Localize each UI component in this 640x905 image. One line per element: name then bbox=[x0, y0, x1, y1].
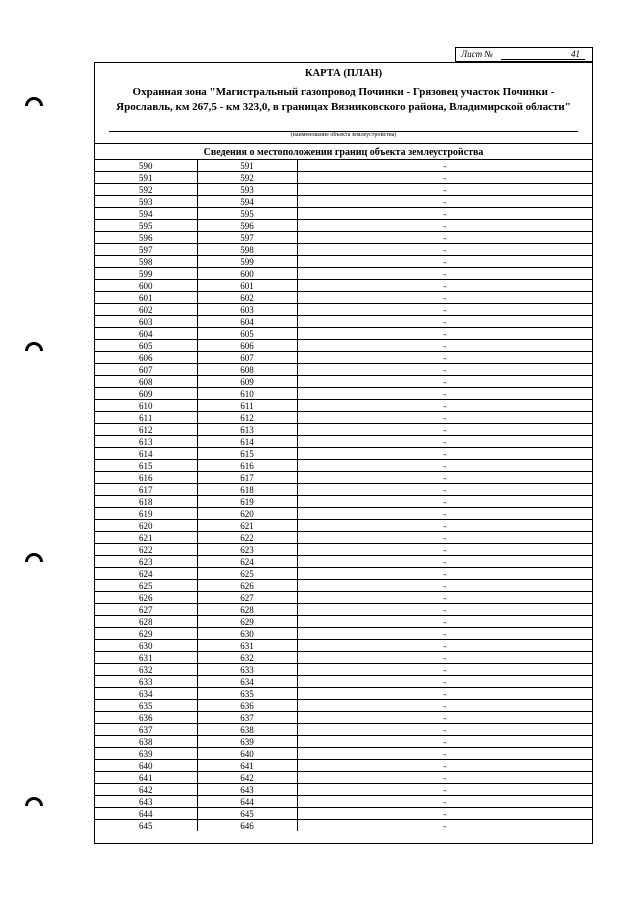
table-row bbox=[95, 268, 592, 280]
from-point-cell: 643 bbox=[95, 796, 197, 808]
table-row bbox=[95, 292, 592, 304]
description-cell: - bbox=[297, 616, 592, 628]
from-point-cell: 617 bbox=[95, 484, 197, 496]
from-point-cell: 610 bbox=[95, 400, 197, 412]
from-point-cell: 640 bbox=[95, 760, 197, 772]
description-cell: - bbox=[297, 472, 592, 484]
description-cell: - bbox=[297, 604, 592, 616]
table-row bbox=[95, 460, 592, 472]
from-point-cell: 642 bbox=[95, 784, 197, 796]
to-point-cell: 639 bbox=[197, 736, 297, 748]
to-point-cell: 645 bbox=[197, 808, 297, 820]
to-point-cell: 637 bbox=[197, 712, 297, 724]
description-cell: - bbox=[297, 208, 592, 220]
from-point-cell: 625 bbox=[95, 580, 197, 592]
table-row bbox=[95, 232, 592, 244]
from-point-cell: 631 bbox=[95, 652, 197, 664]
from-point-cell: 618 bbox=[95, 496, 197, 508]
table-row bbox=[95, 688, 592, 700]
table-row bbox=[95, 784, 592, 796]
description-cell: - bbox=[297, 652, 592, 664]
description-cell: - bbox=[297, 736, 592, 748]
to-point-cell: 625 bbox=[197, 568, 297, 580]
to-point-cell: 622 bbox=[197, 532, 297, 544]
to-point-cell: 614 bbox=[197, 436, 297, 448]
to-point-cell: 620 bbox=[197, 508, 297, 520]
description-cell: - bbox=[297, 376, 592, 388]
to-point-cell: 600 bbox=[197, 268, 297, 280]
table-row bbox=[95, 508, 592, 520]
to-point-cell: 595 bbox=[197, 208, 297, 220]
from-point-cell: 630 bbox=[95, 640, 197, 652]
from-point-cell: 593 bbox=[95, 196, 197, 208]
table-row bbox=[95, 208, 592, 220]
description-cell: - bbox=[297, 688, 592, 700]
from-point-cell: 599 bbox=[95, 268, 197, 280]
table-row bbox=[95, 196, 592, 208]
from-point-cell: 606 bbox=[95, 352, 197, 364]
table-row bbox=[95, 424, 592, 436]
to-point-cell: 643 bbox=[197, 784, 297, 796]
description-cell: - bbox=[297, 244, 592, 256]
to-point-cell: 606 bbox=[197, 340, 297, 352]
to-point-cell: 602 bbox=[197, 292, 297, 304]
from-point-cell: 605 bbox=[95, 340, 197, 352]
from-point-cell: 594 bbox=[95, 208, 197, 220]
table-row bbox=[95, 184, 592, 196]
table-row bbox=[95, 712, 592, 724]
table-row bbox=[95, 532, 592, 544]
to-point-cell: 601 bbox=[197, 280, 297, 292]
description-cell: - bbox=[297, 184, 592, 196]
to-point-cell: 627 bbox=[197, 592, 297, 604]
from-point-cell: 608 bbox=[95, 376, 197, 388]
from-point-cell: 621 bbox=[95, 532, 197, 544]
description-cell: - bbox=[297, 796, 592, 808]
description-cell: - bbox=[297, 412, 592, 424]
from-point-cell: 641 bbox=[95, 772, 197, 784]
table-row bbox=[95, 436, 592, 448]
to-point-cell: 624 bbox=[197, 556, 297, 568]
description-cell: - bbox=[297, 328, 592, 340]
document-title: КАРТА (ПЛАН) bbox=[304, 68, 383, 79]
table-row bbox=[95, 592, 592, 604]
description-cell: - bbox=[297, 340, 592, 352]
table-row bbox=[95, 364, 592, 376]
to-point-cell: 609 bbox=[197, 376, 297, 388]
table-row bbox=[95, 748, 592, 760]
sheet-number-box bbox=[455, 47, 593, 62]
from-point-cell: 592 bbox=[95, 184, 197, 196]
to-point-cell: 644 bbox=[197, 796, 297, 808]
binder-hole-mark bbox=[25, 97, 43, 106]
table-row bbox=[95, 172, 592, 184]
from-point-cell: 628 bbox=[95, 616, 197, 628]
table-row bbox=[95, 340, 592, 352]
to-point-cell: 612 bbox=[197, 412, 297, 424]
description-cell: - bbox=[297, 592, 592, 604]
map-plan-frame bbox=[94, 62, 593, 844]
from-point-cell: 633 bbox=[95, 676, 197, 688]
table-row bbox=[95, 724, 592, 736]
table-row bbox=[95, 376, 592, 388]
table-row bbox=[95, 640, 592, 652]
table-row bbox=[95, 628, 592, 640]
table-row bbox=[95, 256, 592, 268]
to-point-cell: 599 bbox=[197, 256, 297, 268]
description-cell: - bbox=[297, 232, 592, 244]
table-row bbox=[95, 328, 592, 340]
from-point-cell: 620 bbox=[95, 520, 197, 532]
description-cell: - bbox=[297, 772, 592, 784]
to-point-cell: 592 bbox=[197, 172, 297, 184]
object-caption: (наименование объекта землеустройства) bbox=[290, 132, 397, 138]
from-point-cell: 632 bbox=[95, 664, 197, 676]
to-point-cell: 628 bbox=[197, 604, 297, 616]
description-cell: - bbox=[297, 460, 592, 472]
binder-hole-mark bbox=[25, 342, 43, 351]
sheet-label: Лист № bbox=[461, 49, 493, 59]
description-cell: - bbox=[297, 424, 592, 436]
table-row bbox=[95, 808, 592, 820]
to-point-cell: 635 bbox=[197, 688, 297, 700]
description-cell: - bbox=[297, 196, 592, 208]
table-row bbox=[95, 448, 592, 460]
to-point-cell: 603 bbox=[197, 304, 297, 316]
from-point-cell: 614 bbox=[95, 448, 197, 460]
from-point-cell: 609 bbox=[95, 388, 197, 400]
from-point-cell: 590 bbox=[95, 160, 197, 172]
to-point-cell: 608 bbox=[197, 364, 297, 376]
description-cell: - bbox=[297, 364, 592, 376]
table-row bbox=[95, 664, 592, 676]
to-point-cell: 619 bbox=[197, 496, 297, 508]
from-point-cell: 645 bbox=[95, 820, 197, 832]
table-row bbox=[95, 496, 592, 508]
table-row bbox=[95, 556, 592, 568]
description-cell: - bbox=[297, 820, 592, 832]
from-point-cell: 624 bbox=[95, 568, 197, 580]
description-cell: - bbox=[297, 580, 592, 592]
table-row bbox=[95, 568, 592, 580]
to-point-cell: 629 bbox=[197, 616, 297, 628]
table-row bbox=[95, 604, 592, 616]
from-point-cell: 616 bbox=[95, 472, 197, 484]
from-point-cell: 598 bbox=[95, 256, 197, 268]
table-row bbox=[95, 700, 592, 712]
to-point-cell: 611 bbox=[197, 400, 297, 412]
from-point-cell: 623 bbox=[95, 556, 197, 568]
table-row bbox=[95, 616, 592, 628]
to-point-cell: 593 bbox=[197, 184, 297, 196]
to-point-cell: 613 bbox=[197, 424, 297, 436]
description-cell: - bbox=[297, 544, 592, 556]
table-row bbox=[95, 352, 592, 364]
table-row bbox=[95, 580, 592, 592]
section-divider bbox=[95, 143, 592, 144]
to-point-cell: 616 bbox=[197, 460, 297, 472]
table-row bbox=[95, 400, 592, 412]
description-cell: - bbox=[297, 304, 592, 316]
section-title: Сведения о местоположении границ объекта землеустройства bbox=[203, 147, 484, 158]
table-row bbox=[95, 796, 592, 808]
to-point-cell: 638 bbox=[197, 724, 297, 736]
table-row bbox=[95, 652, 592, 664]
description-cell: - bbox=[297, 292, 592, 304]
description-cell: - bbox=[297, 448, 592, 460]
from-point-cell: 597 bbox=[95, 244, 197, 256]
from-point-cell: 637 bbox=[95, 724, 197, 736]
from-point-cell: 638 bbox=[95, 736, 197, 748]
table-row bbox=[95, 820, 592, 832]
description-cell: - bbox=[297, 568, 592, 580]
table-row bbox=[95, 304, 592, 316]
table-row bbox=[95, 388, 592, 400]
from-point-cell: 619 bbox=[95, 508, 197, 520]
table-row bbox=[95, 772, 592, 784]
from-point-cell: 644 bbox=[95, 808, 197, 820]
boundary-table bbox=[95, 159, 592, 831]
from-point-cell: 602 bbox=[95, 304, 197, 316]
from-point-cell: 639 bbox=[95, 748, 197, 760]
description-cell: - bbox=[297, 496, 592, 508]
description-cell: - bbox=[297, 268, 592, 280]
table-row bbox=[95, 244, 592, 256]
from-point-cell: 629 bbox=[95, 628, 197, 640]
table-row bbox=[95, 676, 592, 688]
to-point-cell: 618 bbox=[197, 484, 297, 496]
description-cell: - bbox=[297, 280, 592, 292]
binder-hole-mark bbox=[25, 797, 43, 806]
sheet-number: 41 bbox=[571, 49, 580, 59]
table-row bbox=[95, 736, 592, 748]
from-point-cell: 607 bbox=[95, 364, 197, 376]
description-cell: - bbox=[297, 712, 592, 724]
from-point-cell: 612 bbox=[95, 424, 197, 436]
description-cell: - bbox=[297, 556, 592, 568]
description-cell: - bbox=[297, 640, 592, 652]
to-point-cell: 623 bbox=[197, 544, 297, 556]
description-cell: - bbox=[297, 436, 592, 448]
to-point-cell: 598 bbox=[197, 244, 297, 256]
description-cell: - bbox=[297, 388, 592, 400]
to-point-cell: 634 bbox=[197, 676, 297, 688]
from-point-cell: 613 bbox=[95, 436, 197, 448]
description-cell: - bbox=[297, 172, 592, 184]
from-point-cell: 634 bbox=[95, 688, 197, 700]
from-point-cell: 635 bbox=[95, 700, 197, 712]
to-point-cell: 605 bbox=[197, 328, 297, 340]
from-point-cell: 591 bbox=[95, 172, 197, 184]
table-row bbox=[95, 472, 592, 484]
to-point-cell: 633 bbox=[197, 664, 297, 676]
description-cell: - bbox=[297, 508, 592, 520]
description-cell: - bbox=[297, 520, 592, 532]
to-point-cell: 596 bbox=[197, 220, 297, 232]
to-point-cell: 631 bbox=[197, 640, 297, 652]
table-row bbox=[95, 160, 592, 172]
from-point-cell: 626 bbox=[95, 592, 197, 604]
description-cell: - bbox=[297, 700, 592, 712]
description-cell: - bbox=[297, 760, 592, 772]
to-point-cell: 636 bbox=[197, 700, 297, 712]
to-point-cell: 632 bbox=[197, 652, 297, 664]
sheet-number-underline bbox=[501, 59, 585, 60]
description-cell: - bbox=[297, 220, 592, 232]
from-point-cell: 622 bbox=[95, 544, 197, 556]
to-point-cell: 630 bbox=[197, 628, 297, 640]
to-point-cell: 610 bbox=[197, 388, 297, 400]
description-cell: - bbox=[297, 400, 592, 412]
object-name: Охранная зона "Магистральный газопровод Починки - Грязовец участок Починки - Ярославль, км 267,5 - км 323,0, в границах Вязниковского района, Владимирской области" bbox=[116, 86, 571, 113]
description-cell: - bbox=[297, 532, 592, 544]
description-cell: - bbox=[297, 676, 592, 688]
from-point-cell: 601 bbox=[95, 292, 197, 304]
description-cell: - bbox=[297, 664, 592, 676]
table-row bbox=[95, 484, 592, 496]
description-cell: - bbox=[297, 256, 592, 268]
to-point-cell: 646 bbox=[197, 820, 297, 832]
description-cell: - bbox=[297, 724, 592, 736]
from-point-cell: 636 bbox=[95, 712, 197, 724]
to-point-cell: 641 bbox=[197, 760, 297, 772]
to-point-cell: 621 bbox=[197, 520, 297, 532]
from-point-cell: 603 bbox=[95, 316, 197, 328]
description-cell: - bbox=[297, 628, 592, 640]
table-row bbox=[95, 760, 592, 772]
to-point-cell: 617 bbox=[197, 472, 297, 484]
description-cell: - bbox=[297, 316, 592, 328]
table-row bbox=[95, 280, 592, 292]
to-point-cell: 640 bbox=[197, 748, 297, 760]
to-point-cell: 597 bbox=[197, 232, 297, 244]
description-cell: - bbox=[297, 484, 592, 496]
description-cell: - bbox=[297, 160, 592, 172]
from-point-cell: 615 bbox=[95, 460, 197, 472]
to-point-cell: 591 bbox=[197, 160, 297, 172]
from-point-cell: 596 bbox=[95, 232, 197, 244]
table-row bbox=[95, 412, 592, 424]
from-point-cell: 611 bbox=[95, 412, 197, 424]
to-point-cell: 626 bbox=[197, 580, 297, 592]
description-cell: - bbox=[297, 748, 592, 760]
to-point-cell: 615 bbox=[197, 448, 297, 460]
description-cell: - bbox=[297, 808, 592, 820]
from-point-cell: 604 bbox=[95, 328, 197, 340]
to-point-cell: 594 bbox=[197, 196, 297, 208]
table-row bbox=[95, 520, 592, 532]
to-point-cell: 604 bbox=[197, 316, 297, 328]
from-point-cell: 627 bbox=[95, 604, 197, 616]
table-row bbox=[95, 316, 592, 328]
from-point-cell: 600 bbox=[95, 280, 197, 292]
description-cell: - bbox=[297, 784, 592, 796]
table-row bbox=[95, 544, 592, 556]
from-point-cell: 595 bbox=[95, 220, 197, 232]
table-row bbox=[95, 220, 592, 232]
binder-hole-mark bbox=[25, 553, 43, 562]
to-point-cell: 607 bbox=[197, 352, 297, 364]
to-point-cell: 642 bbox=[197, 772, 297, 784]
description-cell: - bbox=[297, 352, 592, 364]
